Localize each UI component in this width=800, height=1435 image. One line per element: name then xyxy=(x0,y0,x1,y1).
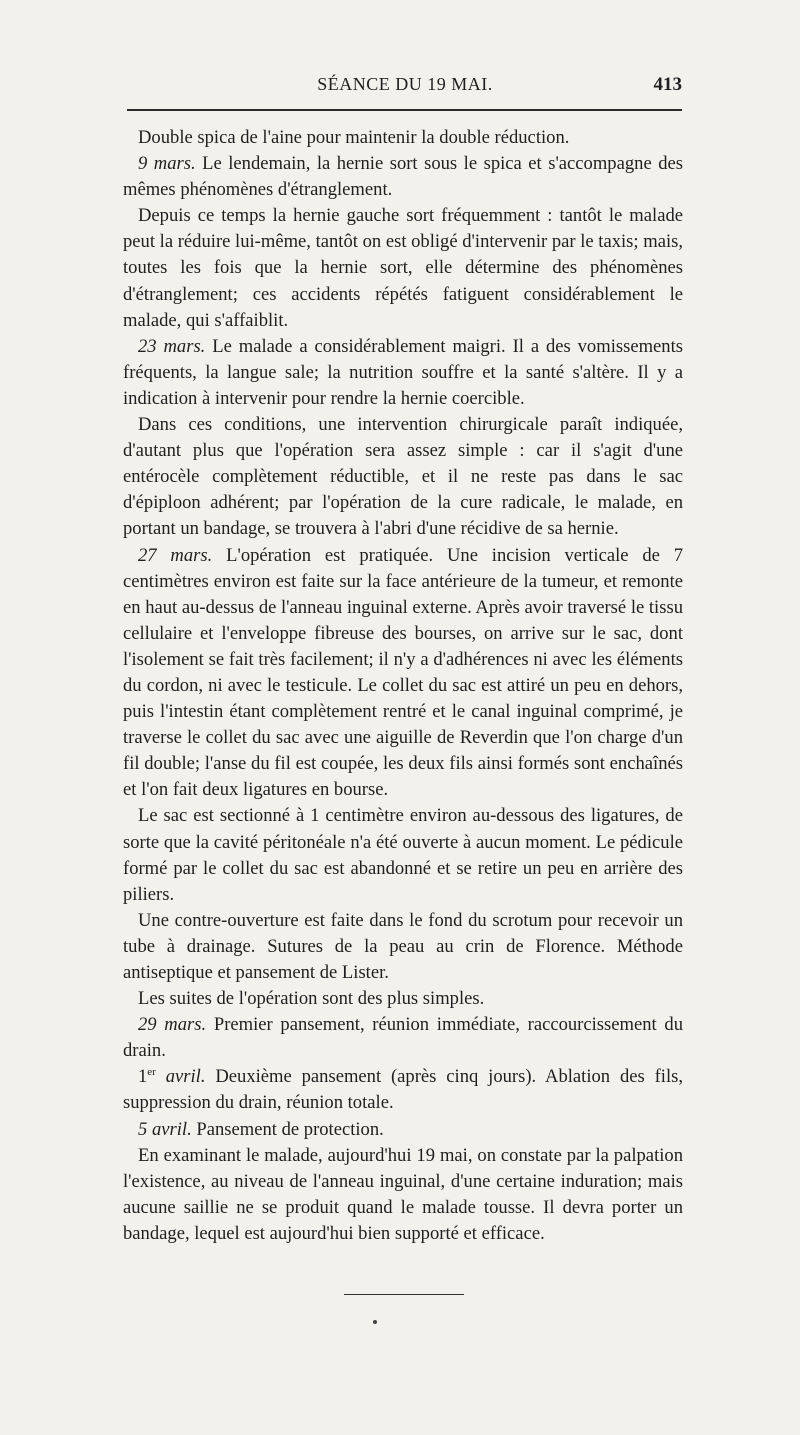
end-rule xyxy=(344,1294,464,1295)
paragraph: Depuis ce temps la hernie gauche sort fréquemment : tantôt le malade peut la réduire lui-même, tantôt on est obligé d'intervenir par le taxis; mais, toutes les fois que la hernie sort, elle détermine des phénomènes d'étranglement; ces accidents répétés fatiguent considérablement le malade, qui s'affaiblit. xyxy=(123,205,683,331)
paragraph: 29 mars. Premier pansement, réunion immédiate, raccourcissement du drain. xyxy=(123,1014,683,1062)
running-title: SÉANCE DU 19 MAI. xyxy=(317,74,493,94)
date-lead: 29 mars. xyxy=(138,1014,207,1036)
paragraph: 23 mars. Le malade a considérablement maigri. Il a des vomissements fréquents, la langue sale; la nutrition souffre et la santé s'altère. Il y a indication à intervenir pour rendre la hernie coercible. xyxy=(123,335,684,409)
date-lead-number: 1 xyxy=(138,1066,148,1088)
paragraph: 27 mars. L'opération est pratiquée. Une incision verticale de 7 centimètres environ est faite sur la face antérieure de la tumeur, et remonte en haut au-dessus de l'anneau inguinal externe. Après avoir traversé le tissu cellulaire et l'enveloppe fibreuse des bourses, on arrive sur le sac, dont l'isolement se fait très facilement; il n'y a d'adhérences ni avec les éléments du cordon, ni avec le testicule. Le collet du sac est attiré un peu en dehors, puis l'intestin étant complètement rentré et le canal inguinal comprimé, je traverse le collet du sac avec une aiguille de Reverdin que l'on charge d'un fil double; l'anse du fil est coupée, les deux fils ainsi formés sont enchaînés et l'on fait deux ligatures en bourse. xyxy=(123,544,683,801)
paragraph: Double spica de l'aine pour maintenir la double réduction. xyxy=(138,127,570,148)
paragraph: 9 mars. Le lendemain, la hernie sort sous le spica et s'accompagne des mêmes phénomènes d'étranglement. xyxy=(123,153,683,201)
paragraph: Les suites de l'opération sont des plus simples. xyxy=(138,988,485,1010)
page-header xyxy=(128,74,682,104)
date-lead: avril. xyxy=(155,1066,206,1088)
date-lead: 5 avril. xyxy=(138,1118,192,1140)
date-lead: 9 mars. xyxy=(138,153,196,175)
paragraph: Le sac est sectionné à 1 centimètre environ au-dessous des ligatures, de sorte que la cavité péritonéale n'a été ouverte à aucun moment. Le pédicule formé par le collet du sac est abandonné et se retire un peu en arrière des piliers. xyxy=(123,805,683,905)
paragraph: 1er avril. Deuxième pansement (après cinq jours). Ablation des fils, suppression du drain, réunion totale. xyxy=(123,1066,684,1114)
stray-dot xyxy=(373,1320,377,1324)
body-text xyxy=(123,125,683,1247)
date-lead: 23 mars. xyxy=(138,335,206,357)
header-rule xyxy=(127,109,682,111)
page-number: 413 xyxy=(653,74,682,95)
paragraph: En examinant le malade, aujourd'hui 19 mai, on constate par la palpation l'existence, au niveau de l'anneau inguinal, d'une certaine induration; mais aucune saillie ne se produit quand le malade tousse. Il devra porter un bandage, lequel est aujourd'hui bien supporté et efficace. xyxy=(123,1144,683,1244)
date-lead: 27 mars. xyxy=(138,544,213,566)
paragraph: Dans ces conditions, une intervention chirurgicale paraît indiquée, d'autant plus que l'opération sera assez simple : car il s'agit d'une entérocèle complètement réductible, et il ne reste pas dans le sac d'épiploon adhérent; par l'opération de la cure radicale, le malade, en portant un bandage, se trouvera à l'abri d'une récidive de sa hernie. xyxy=(123,414,683,540)
paragraph: 5 avril. Pansement de protection. xyxy=(138,1118,384,1140)
paragraph: Une contre-ouverture est faite dans le fond du scrotum pour recevoir un tube à drainage. Sutures de la peau au crin de Florence. Méthode antiseptique et pansement de Lister. xyxy=(123,909,683,983)
